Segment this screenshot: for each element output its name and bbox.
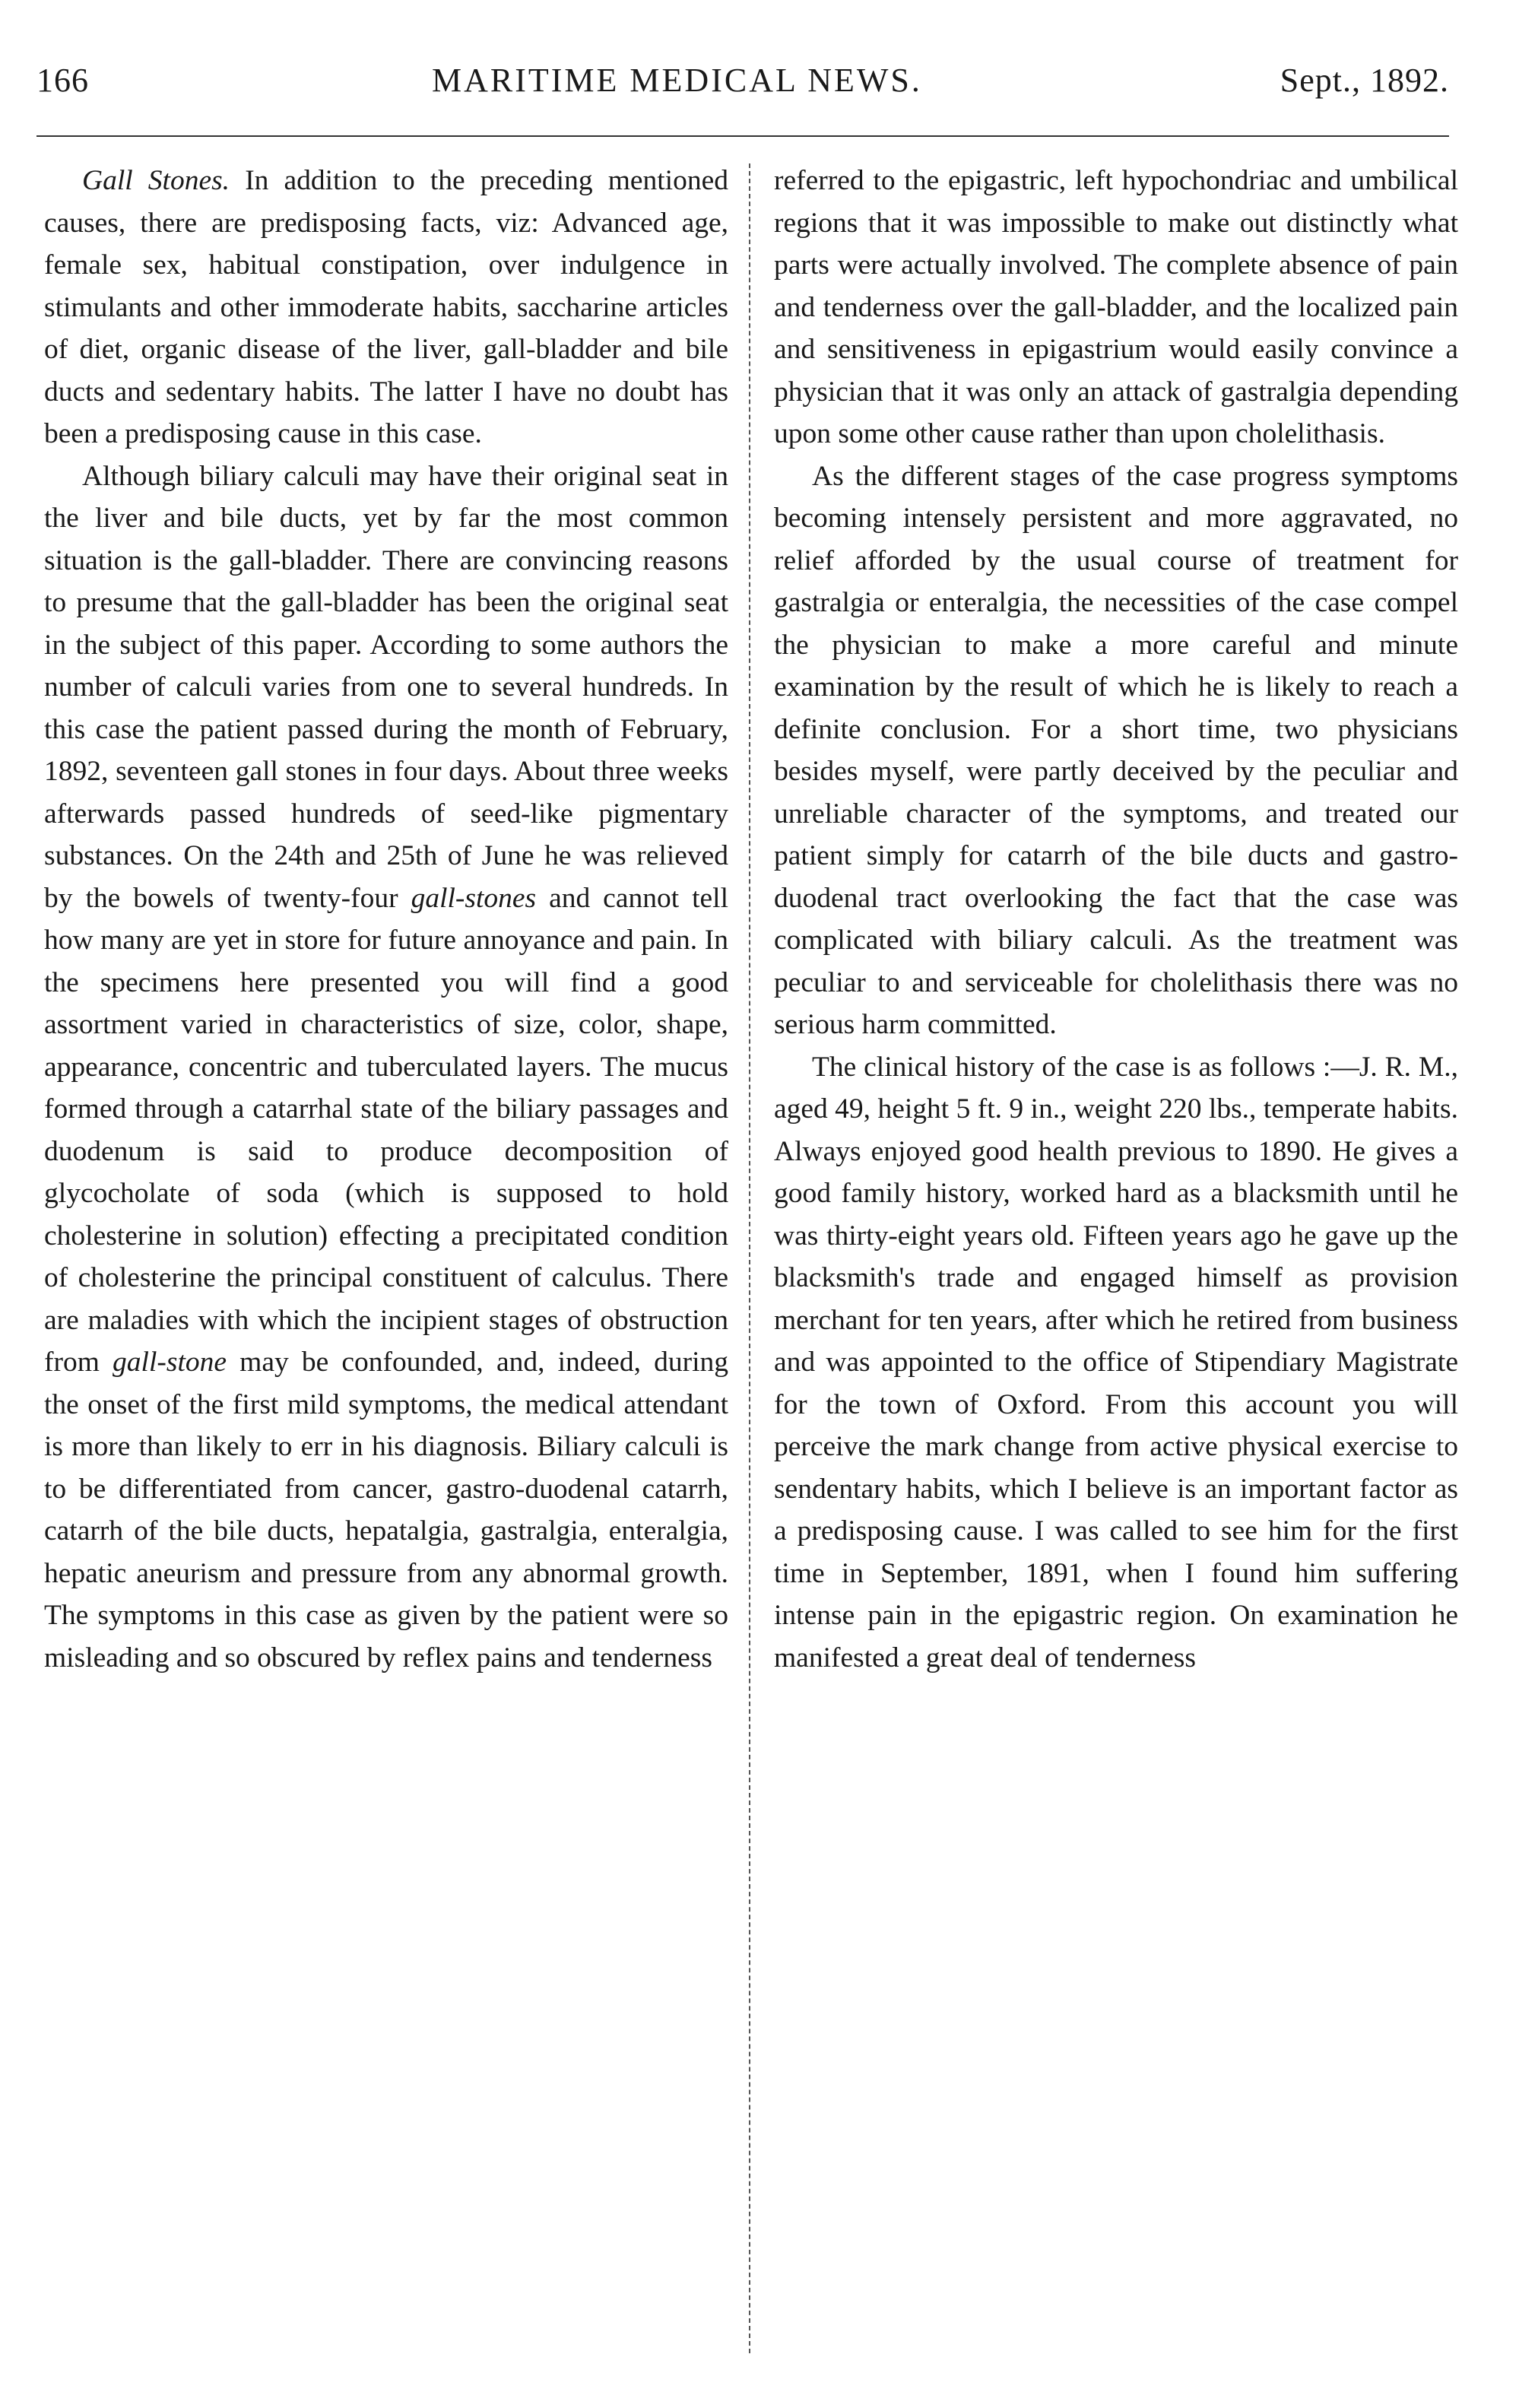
paragraph-gall-stones <box>44 160 728 455</box>
column-divider <box>749 163 750 2353</box>
journal-title: MARITIME MEDICAL NEWS. <box>432 62 922 99</box>
paragraph-biliary-calculi <box>44 455 728 1680</box>
header-rule <box>36 135 1449 137</box>
paragraph-text: may be confounded, and, indeed, during the onset of the first mild symptoms, the medical attendant is more than likely to err in his diagnosis. Biliary calculi is to be differentiated from cancer, gastro-duodenal catarrh, catarrh of the bile ducts, hepatalgia, gastralgia, enteralgia, hepatic aneurism and pressure from any abnormal growth. The symptoms in this case as given by the patient were so misleading and so obscured by reflex pains and tenderness <box>44 1347 728 1674</box>
running-header <box>36 61 1449 114</box>
paragraph-clinical-history: The clinical history of the case is as follows :—J. R. M., aged 49, height 5 ft. 9 in., weight 220 lbs., temperate habits. Always enjoyed good health previous to 1890. He gives a good family history, worked hard as a blacksmith until he was thirty-eight years old. Fifteen years ago he gave up the blacksmith's trade and engaged himself as provision merchant for ten years, after which he retired from business and was appointed to the office of Stipendiary Magistrate for the town of Oxford. From this account you will perceive the mark change from active physical exercise to sendentary habits, which I believe is an important factor as a predisposing cause. I was called to see him for the first time in September, 1891, when I found him suffering intense pain in the epigastric region. On examination he manifested a great deal of tenderness <box>774 1051 1458 1674</box>
right-column <box>774 160 1458 2365</box>
page-number: 166 <box>36 62 89 99</box>
paragraph-stages: As the different stages of the case progress symptoms becoming intensely persistent and more aggravated, no relief afforded by the usual course of treatment for gastralgia or enteralgia, the necessities of the case compel the physician to make a more careful and minute examination by the result of which he is likely to reach a definite conclusion. For a short time, two physicians besides myself, were partly deceived by the peculiar and unreliable character of the symptoms, and treated our patient simply for catarrh of the bile ducts and gastro-duodenal tract overlooking the fact that the case was complicated with biliary calculi. As the treatment was peculiar to and serviceable for cholelithasis there was no serious harm committed. <box>774 460 1458 1040</box>
paragraph-text: Although biliary calculi may have their original seat in the liver and bile ducts, yet by far the most common situation is the gall-bladder. There are convincing reasons to presume that the gall-bladder has been the original seat in the subject of this paper. According to some authors the number of calculi varies from one to several hundreds. In this case the patient passed during the month of February, 1892, seventeen gall stones in four days. About three weeks afterwards passed hundreds of seed-like pigmentary substances. On the 24th and 25th of June he was relieved by the bowels of twenty-four <box>44 460 728 914</box>
issue-date: Sept., 1892. <box>1280 62 1449 99</box>
left-column <box>44 160 728 2365</box>
italic-term: gall-stones <box>411 882 537 914</box>
paragraph-continued: referred to the epigastric, left hypochondriac and umbilical regions that it was impossible to make out distinctly what parts were actually involved. The complete absence of pain and tenderness over the gall-bladder, and the localized pain and sensitiveness in epigastrium would easily convince a physician that it was only an attack of gastralgia depending upon some other cause rather than upon cholelithasis. <box>774 165 1458 449</box>
paragraph-text: and cannot tell how many are yet in store for future annoyance and pain. In the specimens here presented you will find a good assortment varied in characteristics of size, color, shape, appearance, concentric and tuberculated layers. The mucus formed through a catarrhal state of the biliary passages and duodenum is said to produce decomposition of glycocholate of soda (which is supposed to hold cholesterine in solution) effecting a precipitated condition of cholesterine the principal constituent of calculus. There are maladies with which the incipient stages of obstruction from <box>44 882 728 1378</box>
section-heading: Gall Stones. <box>82 165 230 196</box>
paragraph-text: In addition to the preceding mentioned causes, there are predisposing facts, viz: Advanced age, female sex, habitual constipation, over indulgence in stimulants and other immoderate habits, saccharine articles of diet, organic disease of the liver, gall-bladder and bile ducts and sedentary habits. The latter I have no doubt has been a predisposing cause in this case. <box>44 165 728 449</box>
italic-term: gall-stone <box>113 1347 227 1378</box>
